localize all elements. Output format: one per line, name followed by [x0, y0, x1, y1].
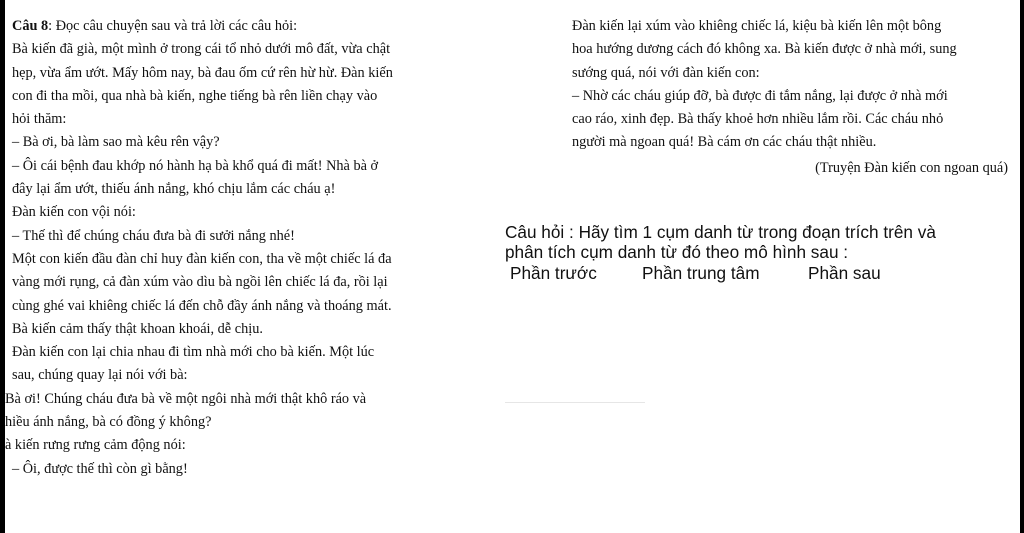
analysis-columns — [505, 263, 1020, 283]
column-label-back: Phần sau — [808, 263, 881, 283]
story-line-cropped: hiều ánh nắng, bà có đồng ý không? — [5, 414, 212, 431]
question-block — [505, 222, 1020, 283]
story-line-cropped: Bà ơi! Chúng cháu đưa bà về một ngôi nhà mới thật khô ráo và — [5, 390, 367, 407]
story-line: Bà kiến đã già, một mình ở trong cái tổ nhỏ dưới mô đất, vừa chật — [12, 41, 391, 58]
question-line: phân tích cụm danh từ đó theo mô hình sau : — [505, 242, 849, 262]
divider-line — [505, 402, 645, 403]
story-intro-line — [12, 15, 492, 38]
story-line-cropped: à kiến rưng rưng cảm động nói: — [5, 437, 186, 454]
story-line: người mà ngoan quá! Bà cám ơn các cháu thật nhiều. — [572, 134, 877, 151]
column-label-front: Phần trước — [510, 263, 597, 283]
column-label-center: Phần trung tâm — [642, 263, 760, 283]
story-line: – Bà ơi, bà làm sao mà kêu rên vậy? — [12, 134, 220, 151]
story-line: Đàn kiến con lại chia nhau đi tìm nhà mới cho bà kiến. Một lúc — [12, 344, 375, 361]
story-line: Một con kiến đầu đàn chỉ huy đàn kiến con, tha về một chiếc lá đa — [12, 250, 392, 267]
story-line: đây lại ẩm ướt, thiếu ánh nắng, khó chịu lắm các cháu ạ! — [12, 181, 336, 198]
story-line: hẹp, vừa ẩm ướt. Mấy hôm nay, bà đau ốm cứ rên hừ hừ. Đàn kiến — [12, 64, 393, 81]
story-right-column — [572, 15, 1012, 180]
story-line: sau, chúng quay lại nói với bà: — [12, 367, 188, 384]
question-number: Câu 8 — [12, 18, 49, 34]
story-line: Đàn kiến lại xúm vào khiêng chiếc lá, kiệu bà kiến lên một bông — [572, 18, 942, 34]
story-line: hỏi thăm: — [12, 111, 67, 128]
story-line: cao ráo, xinh đẹp. Bà thấy khoẻ hơn nhiều lắm rồi. Các cháu nhỏ — [572, 111, 944, 128]
story-line: hoa hướng dương cách đó không xa. Bà kiến được ở nhà mới, sung — [572, 41, 957, 58]
story-line: – Ôi cái bệnh đau khớp nó hành hạ bà khổ quá đi mất! Nhà bà ở — [12, 157, 379, 174]
story-line: sướng quá, nói với đàn kiến con: — [572, 64, 760, 81]
question-line: Câu hỏi : Hãy tìm 1 cụm danh từ trong đoạn trích trên và — [505, 222, 936, 242]
story-line: con đi tha mồi, qua nhà bà kiến, nghe tiếng bà rên liền chạy vào — [12, 87, 378, 104]
story-line: – Nhờ các cháu giúp đỡ, bà được đi tắm nắng, lại được ở nhà mới — [572, 87, 948, 104]
story-line: – Thế thì để chúng cháu đưa bà đi sưởi nắng nhé! — [12, 227, 295, 244]
story-line: cùng ghé vai khiêng chiếc lá đến chỗ đầy ánh nắng và thoáng mát. — [12, 297, 392, 314]
story-line: Bà kiến cảm thấy thật khoan khoái, dễ chịu. — [12, 320, 263, 337]
story-source: (Truyện Đàn kiến con ngoan quá) — [815, 159, 1008, 176]
story-line: – Ôi, được thế thì còn gì bằng! — [12, 460, 188, 477]
story-line: Đàn kiến con vội nói: — [12, 204, 136, 221]
story-line: vàng mới rụng, cả đàn xúm vào dìu bà ngồi lên chiếc lá đa, rồi lại — [12, 274, 388, 291]
document-page — [5, 0, 1020, 533]
story-intro: : Đọc câu chuyện sau và trả lời các câu hỏi: — [48, 18, 298, 34]
story-left-column — [5, 15, 492, 481]
